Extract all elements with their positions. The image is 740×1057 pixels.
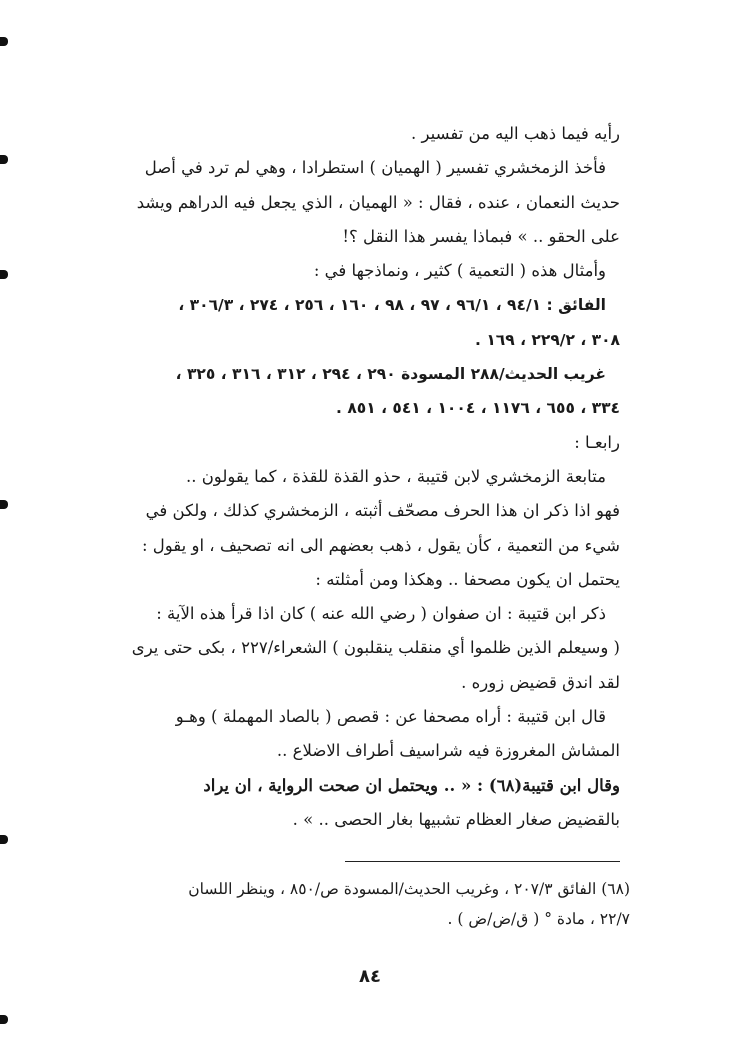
body-line: بالقضيض صغار العظام تشبيها بغار الحصى .. » . <box>292 809 620 829</box>
body-line: فأخذ الزمخشري تفسير ( الهميان ) استطرادا ، وهي لم ترد في أصل <box>144 158 606 178</box>
page-number: ٨٤ <box>359 966 381 987</box>
binding-mark <box>0 270 8 279</box>
footnote-line: (٦٨) الفائق ٢٠٧/٣ ، وغريب الحديث/المسودة ص/٨٥٠ ، وينظر اللسان <box>188 880 630 898</box>
body-line: على الحقو .. » فبماذا يفسر هذا النقل ؟! <box>342 226 620 246</box>
reference-list-line: ٣٠٨ ، ٢٢٩/٢ ، ١٦٩ . <box>475 330 620 349</box>
body-line: ( وسيعلم الذين ظلموا أي منقلب ينقلبون ) الشعراء/٢٢٧ ، بكى حتى يرى <box>131 638 620 658</box>
body-line: متابعة الزمخشري لابن قتيبة ، حذو القذة للقذة ، كما يقولون .. <box>185 466 606 486</box>
body-line: المشاش المغروزة فيه شراسيف أطراف الاضلاع .. <box>276 741 620 761</box>
binding-mark <box>0 835 8 844</box>
section-heading: رابعـا : <box>574 432 620 452</box>
body-text <box>131 117 620 837</box>
reference-list-line: ٣٣٤ ، ٦٥٥ ، ١١٧٦ ، ١٠٠٤ ، ٥٤١ ، ٨٥١ . <box>336 399 620 418</box>
body-line: حديث النعمان ، عنده ، فقال : « الهميان ، الذي يجعل فيه الدراهم ويشد <box>136 192 620 212</box>
binding-mark <box>0 1015 8 1024</box>
body-line: رأيه فيما ذهب اليه من تفسير . <box>411 124 620 143</box>
reference-list-line: غريب الحديث/٢٨٨ المسودة ٢٩٠ ، ٢٩٤ ، ٣١٢ ، ٣١٦ ، ٣٢٥ ، <box>175 365 606 384</box>
footnote-line: ٢٢/٧ ، مادة ° ( ق/ض/ض ) . <box>447 910 630 928</box>
body-line: قال ابن قتيبة : أراه مصحفا عن : قصص ( بالصاد المهملة ) وهـو <box>175 707 606 727</box>
body-line: وأمثال هذه ( التعمية ) كثير ، ونماذجها في : <box>313 261 606 281</box>
body-line: وقال ابن قتيبة(٦٨) : « .. ويحتمل ان صحت الرواية ، ان يراد <box>203 775 620 795</box>
body-line: فهو اذا ذكر ان هذا الحرف مصحّف أثبته ، الزمخشري كذلك ، ولكن في <box>145 501 620 521</box>
reference-list-line: الفائق : ٩٤/١ ، ٩٦/١ ، ٩٧ ، ٩٨ ، ١٦٠ ، ٢٥٦ ، ٢٧٤ ، ٣٠٦/٣ ، <box>178 296 606 315</box>
body-line: شيء من التعمية ، كأن يقول ، ذهب بعضهم الى انه تصحيف ، او يقول : <box>141 535 620 555</box>
body-line: لقد اندق قضيض زوره . <box>461 672 620 692</box>
body-line: ذكر ابن قتيبة : ان صفوان ( رضي الله عنه ) كان اذا قرأ هذه الآية : <box>156 604 606 624</box>
binding-mark <box>0 37 8 46</box>
body-line: يحتمل ان يكون مصحفا .. وهكذا ومن أمثلته : <box>315 569 620 589</box>
binding-mark <box>0 500 8 509</box>
footnote-separator <box>345 861 620 862</box>
binding-mark <box>0 155 8 164</box>
footnote <box>110 874 630 934</box>
